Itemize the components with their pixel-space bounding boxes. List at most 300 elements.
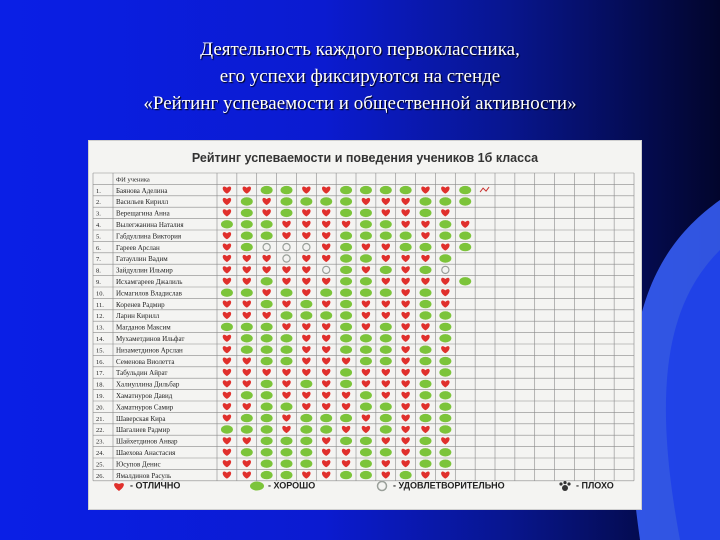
good-mark (439, 391, 451, 399)
excellent-mark (421, 221, 429, 228)
good-mark (420, 460, 432, 468)
good-mark (281, 448, 293, 456)
excellent-mark (223, 278, 231, 285)
excellent-mark (401, 278, 409, 285)
heart-icon (111, 480, 127, 492)
excellent-mark (282, 323, 290, 330)
excellent-mark (243, 380, 251, 387)
excellent-mark (302, 221, 310, 228)
good-mark (261, 357, 273, 365)
good-mark (300, 300, 312, 308)
good-mark (281, 346, 293, 354)
good-mark (261, 425, 273, 433)
excellent-mark (223, 471, 231, 478)
excellent-mark (322, 369, 330, 376)
good-mark (261, 323, 273, 331)
excellent-mark (282, 426, 290, 433)
good-mark (340, 186, 352, 194)
excellent-mark (223, 198, 231, 205)
excellent-mark (441, 278, 449, 285)
excellent-mark (302, 186, 310, 193)
student-number: 12. (96, 313, 105, 321)
good-mark (300, 437, 312, 445)
excellent-mark (322, 380, 330, 387)
good-mark (261, 471, 273, 479)
excellent-mark (223, 266, 231, 273)
excellent-mark (421, 471, 429, 478)
excellent-mark (223, 243, 231, 250)
good-mark (320, 197, 332, 205)
good-mark (439, 311, 451, 319)
student-name: Васильев Кирилл (116, 198, 169, 207)
excellent-mark (342, 426, 350, 433)
good-mark (360, 391, 372, 399)
excellent-mark (382, 437, 390, 444)
good-mark (400, 471, 412, 479)
good-mark (360, 460, 372, 468)
scribble-mark (480, 187, 489, 192)
good-mark (221, 289, 233, 297)
excellent-mark (243, 186, 251, 193)
excellent-mark (401, 403, 409, 410)
excellent-mark (223, 186, 231, 193)
ring-icon (374, 480, 390, 492)
excellent-mark (223, 255, 231, 262)
excellent-mark (322, 221, 330, 228)
good-mark (380, 357, 392, 365)
good-mark (459, 243, 471, 251)
good-mark (281, 209, 293, 217)
good-mark (261, 220, 273, 228)
excellent-mark (322, 392, 330, 399)
excellent-mark (421, 369, 429, 376)
good-mark (340, 289, 352, 297)
excellent-mark (322, 471, 330, 478)
legend-label: - ХОРОШО (268, 480, 316, 491)
student-number: 6. (96, 244, 101, 252)
legend-item-oval (249, 480, 315, 492)
title-line-3: «Рейтинг успеваемости и общественной активности» (143, 93, 577, 114)
excellent-mark (401, 335, 409, 342)
excellent-mark (282, 266, 290, 273)
excellent-mark (223, 369, 231, 376)
excellent-mark (441, 243, 449, 250)
good-mark (360, 289, 372, 297)
good-mark (261, 460, 273, 468)
excellent-mark (262, 289, 270, 296)
excellent-mark (322, 186, 330, 193)
excellent-mark (362, 266, 370, 273)
good-mark (340, 243, 352, 251)
student-name: Низаметдинов Арслан (116, 346, 183, 355)
excellent-mark (401, 346, 409, 353)
excellent-mark (243, 312, 251, 319)
legend-label: - ОТЛИЧНО (130, 480, 181, 491)
student-number: 20. (96, 404, 105, 412)
good-mark (380, 323, 392, 331)
excellent-mark (243, 437, 251, 444)
excellent-mark (322, 357, 330, 364)
excellent-mark (382, 300, 390, 307)
good-mark (241, 323, 253, 331)
good-mark (281, 357, 293, 365)
good-mark (420, 209, 432, 217)
excellent-mark (421, 323, 429, 330)
excellent-mark (322, 243, 330, 250)
student-name: Шайхетдинов Анвар (116, 437, 178, 446)
excellent-mark (421, 278, 429, 285)
student-number: 4. (96, 222, 101, 229)
excellent-mark (401, 369, 409, 376)
excellent-mark (421, 335, 429, 342)
excellent-mark (382, 209, 390, 216)
excellent-mark (223, 357, 231, 364)
good-mark (380, 448, 392, 456)
excellent-mark (243, 300, 251, 307)
good-mark (420, 448, 432, 456)
excellent-mark (382, 243, 390, 250)
good-mark (261, 300, 273, 308)
good-mark (261, 346, 273, 354)
excellent-mark (282, 221, 290, 228)
good-mark (360, 186, 372, 194)
legend-label: - УДОВЛЕТВОРИТЕЛЬНО (393, 480, 505, 491)
satisfactory-mark (323, 266, 330, 273)
board-title: Рейтинг успеваемости и поведения учеников 1б класса (191, 151, 539, 165)
excellent-mark (223, 392, 231, 399)
name-column-header: ФИ ученика (116, 176, 150, 184)
good-mark (320, 414, 332, 422)
good-mark (300, 380, 312, 388)
excellent-mark (223, 312, 231, 319)
student-number: 24. (96, 450, 105, 457)
excellent-mark (382, 198, 390, 205)
excellent-mark (382, 278, 390, 285)
student-number: 5. (96, 233, 101, 241)
good-mark (340, 209, 352, 217)
excellent-mark (322, 449, 330, 456)
excellent-mark (223, 232, 231, 239)
excellent-mark (282, 414, 290, 421)
good-mark (360, 471, 372, 479)
excellent-mark (322, 232, 330, 239)
good-mark (340, 266, 352, 274)
excellent-mark (401, 392, 409, 399)
excellent-mark (322, 323, 330, 330)
excellent-mark (302, 357, 310, 364)
good-mark (420, 346, 432, 354)
excellent-mark (401, 266, 409, 273)
good-mark (241, 197, 253, 205)
excellent-mark (401, 357, 409, 364)
excellent-mark (441, 209, 449, 216)
excellent-mark (223, 437, 231, 444)
student-name: Халиуллина Дильбар (116, 380, 180, 389)
excellent-mark (322, 437, 330, 444)
good-mark (400, 243, 412, 251)
excellent-mark (302, 323, 310, 330)
student-number: 15. (96, 347, 105, 355)
good-mark (360, 277, 372, 285)
excellent-mark (441, 380, 449, 387)
student-number: 2. (96, 199, 101, 207)
excellent-mark (243, 403, 251, 410)
excellent-mark (243, 471, 251, 478)
excellent-mark (382, 380, 390, 387)
excellent-mark (342, 449, 350, 456)
rating-board-photo (88, 140, 642, 510)
excellent-mark (441, 346, 449, 353)
excellent-mark (302, 278, 310, 285)
good-mark (320, 425, 332, 433)
good-mark (360, 437, 372, 445)
excellent-mark (302, 369, 310, 376)
good-mark (459, 186, 471, 194)
excellent-mark (421, 255, 429, 262)
good-mark (300, 460, 312, 468)
student-name: Магданов Максим (116, 323, 171, 332)
excellent-mark (441, 437, 449, 444)
good-mark (360, 220, 372, 228)
legend-item-paw (557, 480, 614, 492)
excellent-mark (362, 323, 370, 330)
good-mark (300, 197, 312, 205)
student-number: 1. (96, 187, 101, 195)
student-name: Габдуллина Виктория (116, 232, 182, 241)
student-name: Зайдуллин Ильмир (116, 266, 173, 275)
satisfactory-mark (442, 266, 449, 273)
excellent-mark (401, 300, 409, 307)
good-mark (360, 448, 372, 456)
excellent-mark (262, 209, 270, 216)
good-mark (300, 311, 312, 319)
excellent-mark (362, 243, 370, 250)
good-mark (380, 425, 392, 433)
excellent-mark (282, 369, 290, 376)
student-name: Юсупов Денис (116, 460, 161, 469)
good-mark (281, 289, 293, 297)
student-number: 22. (96, 427, 105, 435)
excellent-mark (302, 266, 310, 273)
excellent-mark (223, 209, 231, 216)
good-mark (241, 243, 253, 251)
excellent-mark (401, 426, 409, 433)
excellent-mark (223, 300, 231, 307)
excellent-mark (401, 323, 409, 330)
good-mark (380, 346, 392, 354)
good-mark (340, 471, 352, 479)
good-mark (459, 277, 471, 285)
good-mark (380, 186, 392, 194)
good-mark (340, 197, 352, 205)
student-name: Хаматнуров Давид (116, 392, 173, 400)
excellent-mark (362, 312, 370, 319)
good-mark (380, 266, 392, 274)
student-number: 21. (96, 415, 105, 423)
excellent-mark (401, 460, 409, 467)
excellent-mark (382, 471, 390, 478)
excellent-mark (342, 392, 350, 399)
good-mark (281, 186, 293, 194)
excellent-mark (223, 346, 231, 353)
excellent-mark (382, 312, 390, 319)
student-name: Табульдин Айрат (116, 369, 168, 378)
student-number: 25. (96, 461, 105, 469)
excellent-mark (322, 335, 330, 342)
good-mark (320, 289, 332, 297)
excellent-mark (322, 460, 330, 467)
excellent-mark (382, 392, 390, 399)
excellent-mark (243, 255, 251, 262)
excellent-mark (401, 312, 409, 319)
excellent-mark (421, 186, 429, 193)
satisfactory-mark (283, 255, 290, 262)
student-number: 19. (96, 393, 105, 400)
oval-icon (249, 480, 265, 492)
excellent-mark (282, 232, 290, 239)
excellent-mark (362, 426, 370, 433)
excellent-mark (302, 289, 310, 296)
excellent-mark (421, 232, 429, 239)
good-mark (340, 334, 352, 342)
excellent-mark (322, 255, 330, 262)
excellent-mark (243, 460, 251, 467)
good-mark (439, 197, 451, 205)
excellent-mark (282, 380, 290, 387)
excellent-mark (342, 357, 350, 364)
excellent-mark (322, 403, 330, 410)
good-mark (241, 232, 253, 240)
student-number: 18. (96, 381, 105, 389)
excellent-mark (401, 437, 409, 444)
good-mark (340, 300, 352, 308)
student-number: 8. (96, 267, 101, 275)
excellent-mark (322, 278, 330, 285)
good-mark (360, 334, 372, 342)
excellent-mark (322, 209, 330, 216)
good-mark (340, 346, 352, 354)
good-mark (241, 391, 253, 399)
good-mark (340, 254, 352, 262)
good-mark (380, 220, 392, 228)
good-mark (221, 220, 233, 228)
excellent-mark (342, 403, 350, 410)
rating-table (89, 141, 641, 509)
good-mark (439, 414, 451, 422)
good-mark (300, 425, 312, 433)
good-mark (261, 414, 273, 422)
excellent-mark (362, 198, 370, 205)
good-mark (281, 197, 293, 205)
student-name: Исмагилов Владислав (116, 289, 182, 298)
excellent-mark (223, 335, 231, 342)
good-mark (439, 403, 451, 411)
good-mark (281, 403, 293, 411)
student-name: Шаверская Кира (116, 414, 166, 423)
good-mark (420, 243, 432, 251)
student-name: Коренев Радмир (116, 300, 165, 309)
excellent-mark (421, 426, 429, 433)
good-mark (241, 209, 253, 217)
good-mark (380, 232, 392, 240)
good-mark (360, 403, 372, 411)
student-name: Шаехова Анастасия (116, 449, 176, 457)
student-number: 3. (96, 210, 101, 218)
good-mark (221, 425, 233, 433)
satisfactory-mark (303, 244, 310, 251)
excellent-mark (223, 449, 231, 456)
good-mark (380, 289, 392, 297)
good-mark (300, 414, 312, 422)
student-name: Семенова Виолетта (116, 357, 175, 366)
good-mark (340, 368, 352, 376)
excellent-mark (322, 346, 330, 353)
good-mark (400, 232, 412, 240)
excellent-mark (401, 209, 409, 216)
student-name: Шагалиев Радмир (116, 426, 170, 435)
excellent-mark (401, 449, 409, 456)
good-mark (360, 254, 372, 262)
good-mark (420, 391, 432, 399)
good-mark (340, 380, 352, 388)
title-line-1: Деятельность каждого первоклассника, (200, 39, 520, 60)
student-number: 26. (96, 472, 105, 480)
excellent-mark (382, 369, 390, 376)
good-mark (340, 414, 352, 422)
student-number: 7. (96, 256, 101, 264)
good-mark (420, 266, 432, 274)
good-mark (261, 380, 273, 388)
student-name: Исхамгареев Джалиль (116, 278, 183, 286)
satisfactory-mark (283, 244, 290, 251)
good-mark (459, 232, 471, 240)
excellent-mark (223, 414, 231, 421)
excellent-mark (401, 198, 409, 205)
good-mark (420, 300, 432, 308)
student-name: Гареев Арслан (116, 243, 160, 252)
good-mark (439, 232, 451, 240)
good-mark (241, 414, 253, 422)
student-name: Гатауллин Вадим (116, 255, 168, 264)
legend-item-heart (111, 480, 180, 492)
good-mark (439, 254, 451, 262)
excellent-mark (401, 289, 409, 296)
good-mark (360, 209, 372, 217)
excellent-mark (362, 380, 370, 387)
good-mark (340, 232, 352, 240)
excellent-mark (362, 300, 370, 307)
good-mark (320, 311, 332, 319)
good-mark (439, 323, 451, 331)
excellent-mark (243, 369, 251, 376)
student-number: 17. (96, 370, 105, 378)
excellent-mark (262, 255, 270, 262)
good-mark (241, 334, 253, 342)
student-number: 23. (96, 438, 105, 446)
excellent-mark (302, 403, 310, 410)
excellent-mark (243, 266, 251, 273)
good-mark (380, 403, 392, 411)
excellent-mark (302, 346, 310, 353)
student-number: 14. (96, 336, 105, 343)
good-mark (420, 380, 432, 388)
student-name: Баянова Аделина (116, 186, 168, 195)
good-mark (439, 448, 451, 456)
good-mark (281, 471, 293, 479)
good-mark (420, 311, 432, 319)
excellent-mark (223, 403, 231, 410)
good-mark (281, 460, 293, 468)
